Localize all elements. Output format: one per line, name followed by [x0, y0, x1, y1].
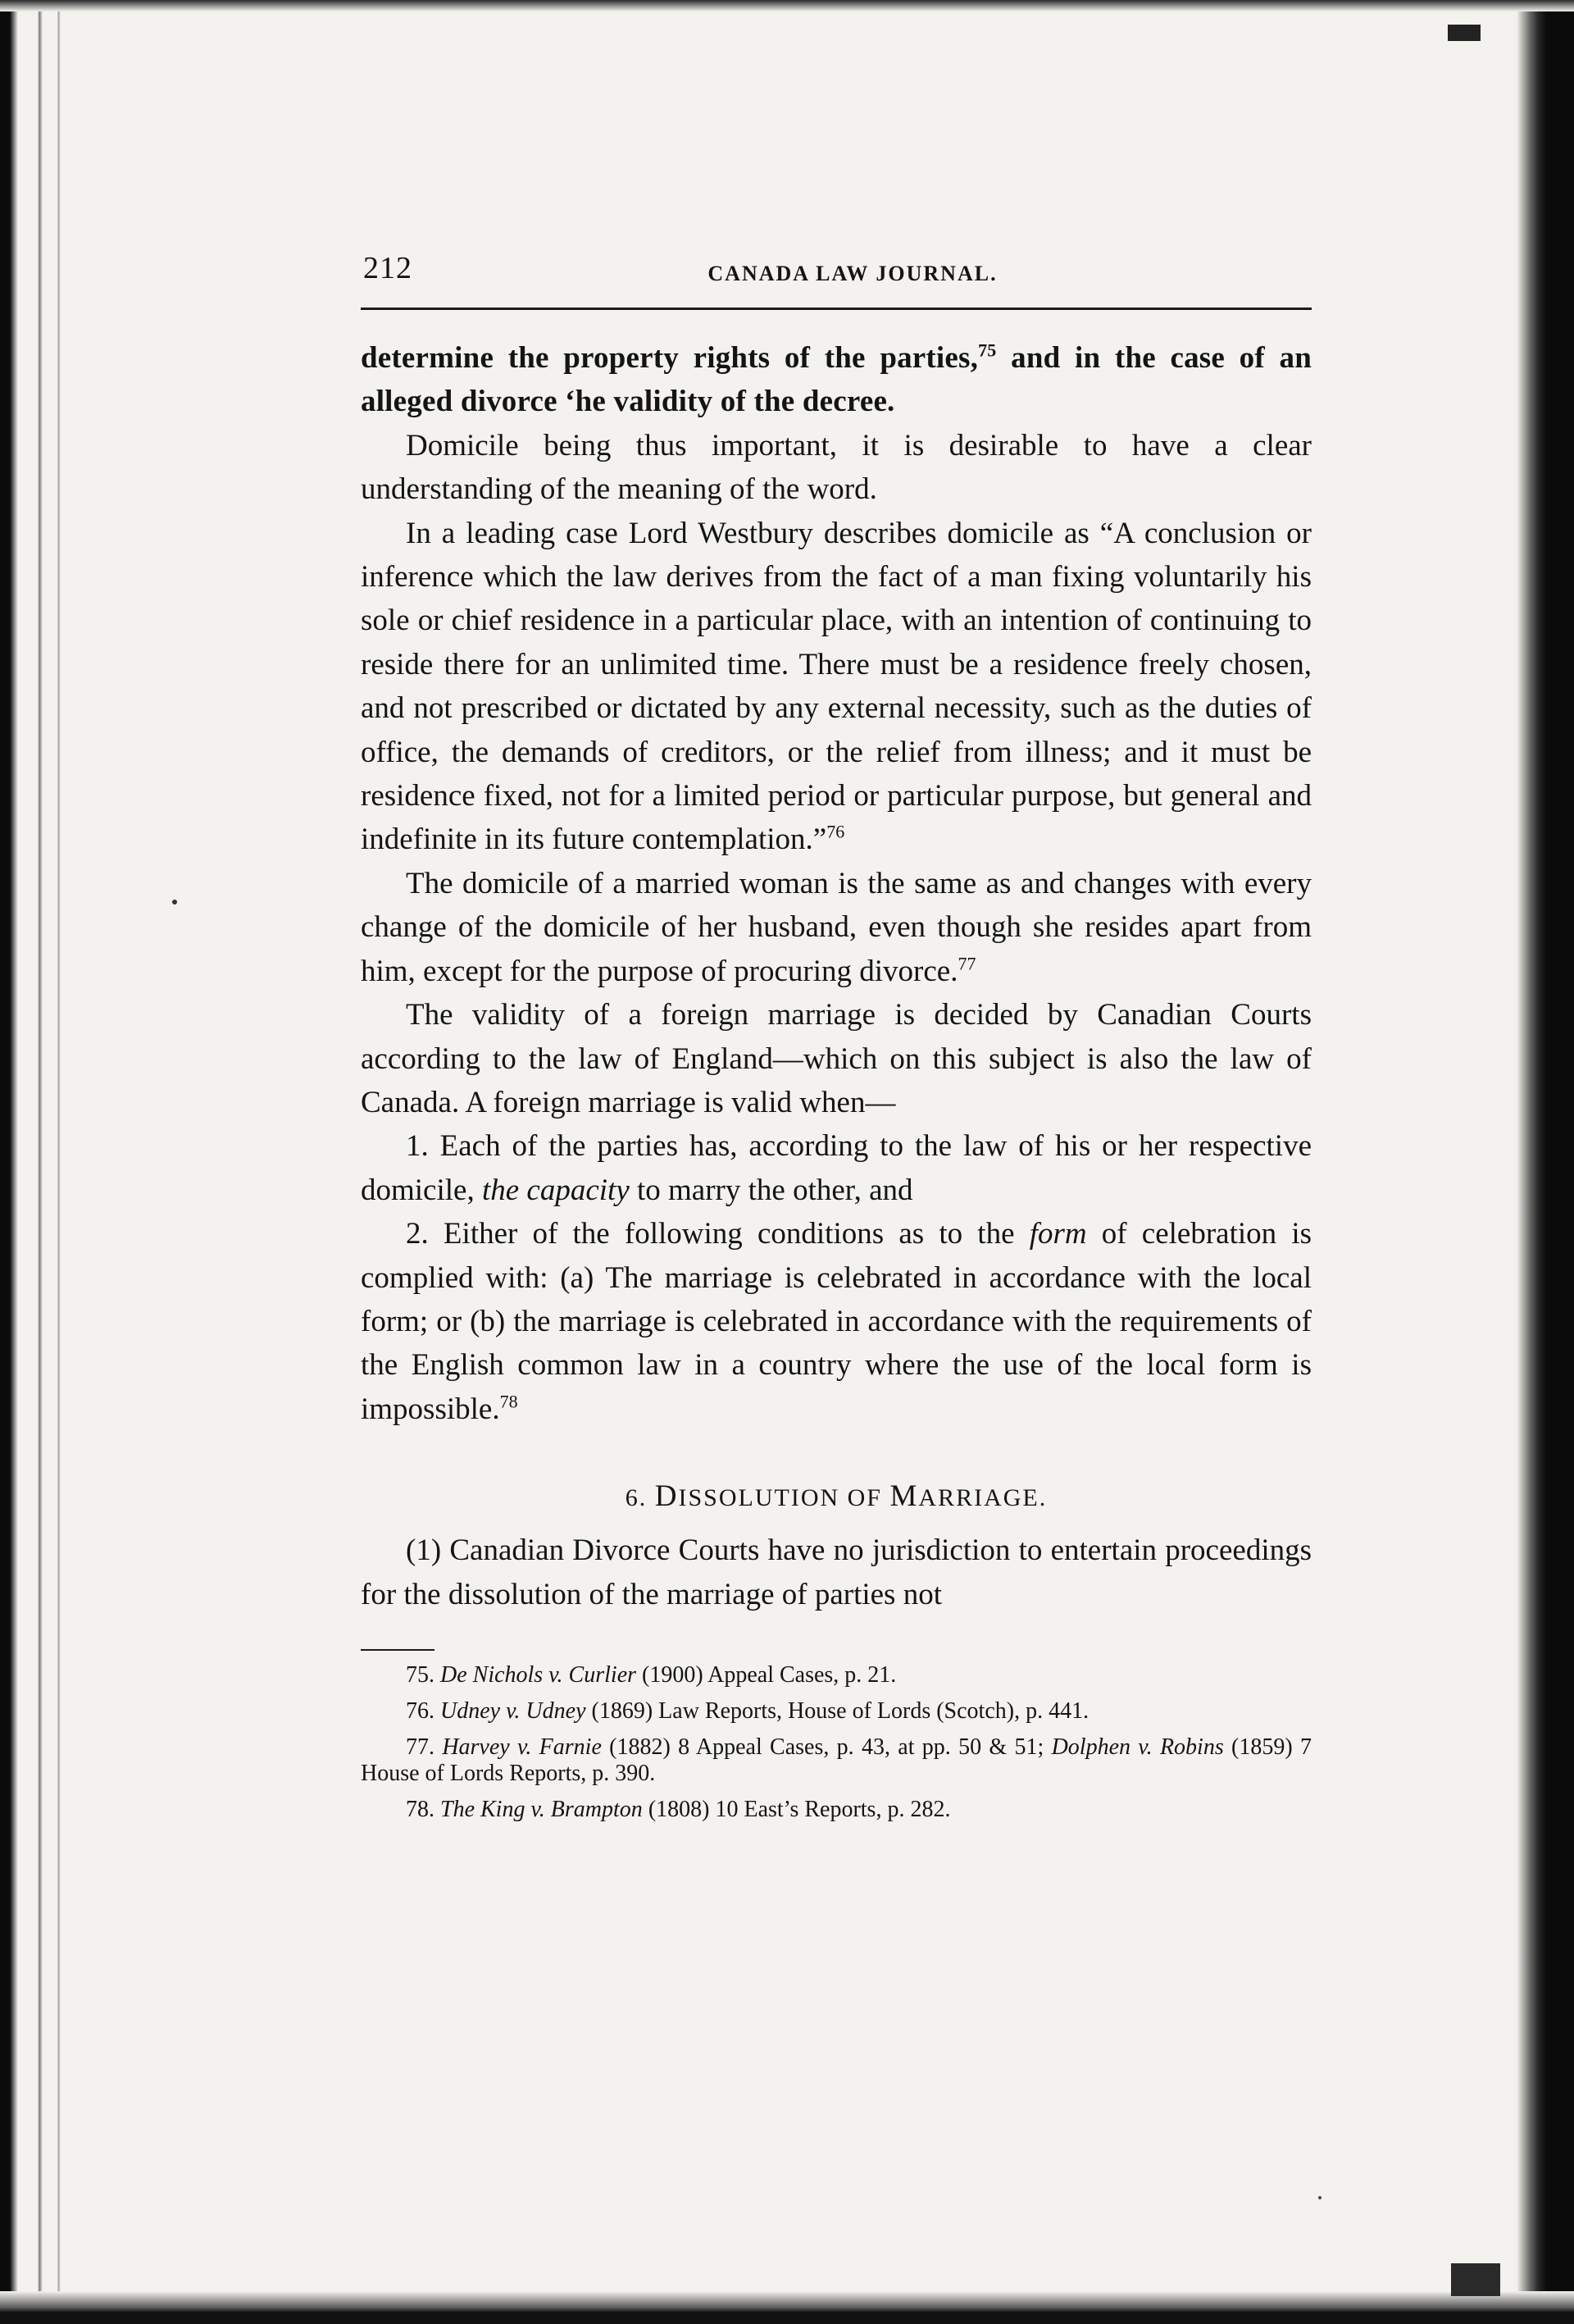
- running-head: [361, 250, 1312, 308]
- list-item-capacity: 1. Each of the parties has, according to the law of his or her respective domicile, the capacity to marry the other, and: [361, 1129, 1312, 1207]
- paragraph-divorce-jurisdiction: (1) Canadian Divorce Courts have no jurisdiction to entertain proceedings for the dissolution of the marriage of parties not: [361, 1533, 1312, 1611]
- body-text: [361, 336, 1312, 1616]
- footnote-75: 75. De Nichols v. Curlier (1900) Appeal Cases, p. 21.: [406, 1661, 897, 1688]
- header-rule: [361, 308, 1312, 310]
- paragraph-westbury-quote: In a leading case Lord Westbury describes domicile as “A conclusion or inference which the law derives from the fact of a man fixing voluntarily his sole or chief residence in a particular place, with an intention of continuing to reside there for an unlimited time. There must be a residence freely chosen, and not prescribed or dictated by any external necessity, such as the duties of office, the demands of creditors, or the relief from illness; and it must be residence fixed, not for a limited period or particular purpose, but general and indefinite in its future contemplation.”$^{76}$: [361, 516, 1312, 857]
- page-number: 212: [363, 251, 412, 285]
- book-page: [361, 250, 1312, 1833]
- footnote-77: 77. Harvey v. Farnie (1882) 8 Appeal Cases, p. 43, at pp. 50 & 51; Dolphen v. Robins (1859) 7 House of Lords Reports, p. 390.: [361, 1734, 1312, 1786]
- footnote-ref-77: 77: [958, 953, 976, 974]
- section-heading: 6. DISSOLUTION OF MARRIAGE.: [625, 1479, 1048, 1514]
- list-item-form: 2. Either of the following conditions as to the form of celebration is complied with: (a) The marriage is celebrated in accordance with the local form; or (b) the marriage is celebrated in accordance with the requirements of the English common law in a country where the use of the local form is impossible.$^{78}$: [361, 1217, 1312, 1426]
- footnote-rule: [361, 1649, 434, 1651]
- scan-border-bottom: [0, 2291, 1574, 2324]
- footnotes: [361, 1662, 1312, 1823]
- paragraph-domicile-importance: Domicile being thus important, it is desirable to have a clear understanding of the meaning of the word.: [361, 428, 1312, 507]
- footnote-ref-75: 75: [978, 339, 997, 361]
- footnote-ref-76: 76: [826, 822, 845, 843]
- paragraph-foreign-marriage: The validity of a foreign marriage is decided by Canadian Courts according to the law of England—which on this subject is also the law of Canada. A foreign marriage is valid when—: [361, 998, 1312, 1119]
- footnote-78: 78. The King v. Brampton (1808) 10 East’s Reports, p. 282.: [406, 1796, 951, 1822]
- scan-border-top: [0, 0, 1574, 11]
- footnote-76: 76. Udney v. Udney (1869) Law Reports, House of Lords (Scotch), p. 441.: [406, 1697, 1090, 1724]
- journal-title: CANADA LAW JOURNAL.: [707, 262, 998, 285]
- scan-border-right: [1476, 0, 1574, 2324]
- scan-border-left: [0, 0, 90, 2324]
- paragraph-married-woman: The domicile of a married woman is the same as and changes with every change of the domicile of her husband, even though she resides apart from him, except for the purpose of procuring divorce.$^{77}$: [361, 866, 1312, 988]
- footnote-ref-78: 78: [499, 1391, 518, 1412]
- paragraph-property-rights: determine the property rights of the parties,$^{75}$ and in the case of an alleged divorce ‘he validity of the decree.: [361, 339, 1312, 419]
